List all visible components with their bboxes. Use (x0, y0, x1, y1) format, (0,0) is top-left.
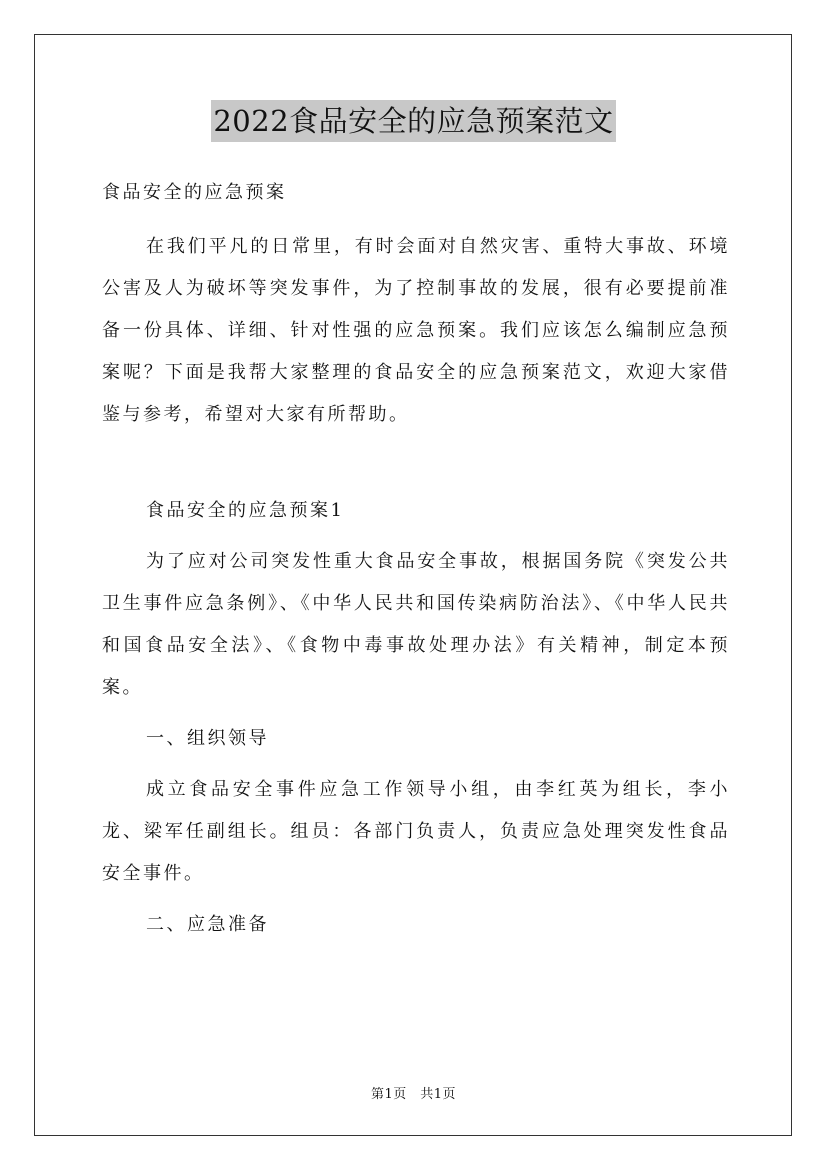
document-subtitle: 食品安全的应急预案 (102, 182, 287, 203)
org-paragraph: 成立食品安全事件应急工作领导小组，由李红英为组长，李小龙、梁军任副组长。组员：各部门负责人，负责应急处理突发性食品安全事件。 (102, 779, 730, 884)
document-title: 2022食品安全的应急预案范文 (211, 100, 615, 142)
org-heading: 一、组织领导 (146, 728, 269, 749)
section-paragraph: 为了应对公司突发性重大食品安全事故，根据国务院《突发公共卫生事件应急条例》、《中华人民共和国传染病防治法》、《中华人民共和国食品安全法》、《食物中毒事故处理办法》有关精神，制定本预案。 (102, 551, 730, 698)
intro-paragraph: 在我们平凡的日常里，有时会面对自然灾害、重特大事故、环境公害及人为破坏等突发事件，为了控制事故的发展，很有必要提前准备一份具体、详细、针对性强的应急预案。我们应该怎么编制应急预案呢？下面是我帮大家整理的食品安全的应急预案范文，欢迎大家借鉴与参考，希望对大家有所帮助。 (102, 236, 730, 425)
prep-heading: 二、应急准备 (146, 914, 269, 935)
page-footer: 第1页 共1页 (370, 1087, 457, 1102)
document-body (102, 172, 730, 946)
title-container (0, 100, 827, 142)
section-heading: 食品安全的应急预案1 (146, 500, 345, 521)
section-spacer (102, 436, 730, 490)
